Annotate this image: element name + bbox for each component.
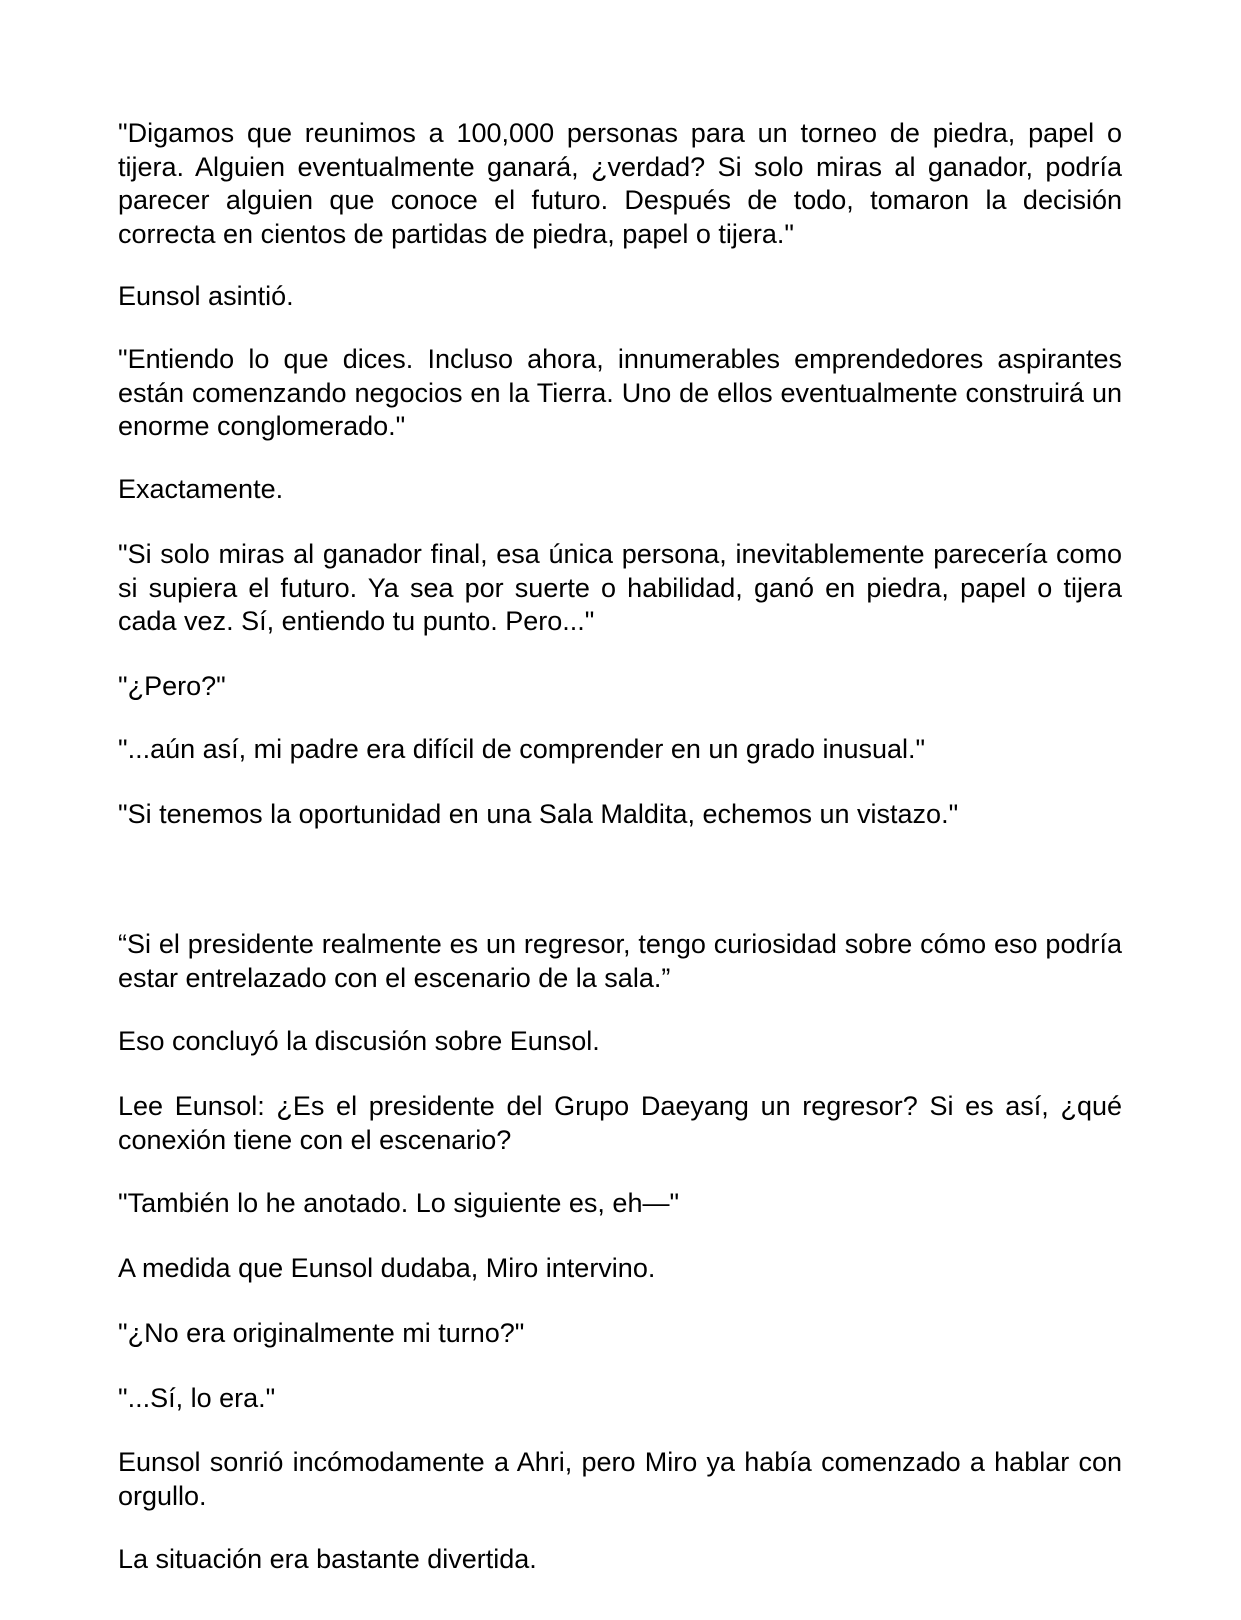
paragraph-4: Exactamente. <box>118 474 284 504</box>
paragraph-10: Eso concluyó la discusión sobre Eunsol. <box>118 1026 600 1056</box>
paragraph-3: "Entiendo lo que dices. Incluso ahora, innumerables emprendedores aspirantes están comenzando negocios en la Tierra. Uno de ellos eventualmente construirá un enorme conglomerado." <box>118 344 1122 441</box>
paragraph-6: "¿Pero?" <box>118 671 226 701</box>
paragraph-8: "Si tenemos la oportunidad en una Sala Maldita, echemos un vistazo." <box>118 799 959 829</box>
paragraph-15: "...Sí, lo era." <box>118 1383 276 1413</box>
paragraph-1: "Digamos que reunimos a 100,000 personas para un torneo de piedra, papel o tijera. Alguien eventualmente ganará, ¿verdad? Si solo miras al ganador, podría parecer alguien que conoce el futuro. Después de todo, tomaron la decisión correcta en cientos de partidas de piedra, papel o tijera." <box>118 118 1122 249</box>
paragraph-9: “Si el presidente realmente es un regresor, tengo curiosidad sobre cómo eso podría estar entrelazado con el escenario de la sala.” <box>118 929 1122 993</box>
paragraph-5: "Si solo miras al ganador final, esa única persona, inevitablemente parecería como si supiera el futuro. Ya sea por suerte o habilidad, ganó en piedra, papel o tijera cada vez. Sí, entiendo tu punto. Pero..." <box>118 539 1122 636</box>
paragraph-12: "También lo he anotado. Lo siguiente es, eh—" <box>118 1188 680 1218</box>
paragraph-13: A medida que Eunsol dudaba, Miro intervino. <box>118 1253 656 1283</box>
paragraph-7: "...aún así, mi padre era difícil de comprender en un grado inusual." <box>118 734 926 764</box>
paragraph-11: Lee Eunsol: ¿Es el presidente del Grupo Daeyang un regresor? Si es así, ¿qué conexión tiene con el escenario? <box>118 1091 1122 1155</box>
paragraph-2: Eunsol asintió. <box>118 281 294 311</box>
paragraph-16: Eunsol sonrió incómodamente a Ahri, pero Miro ya había comenzado a hablar con orgullo. <box>118 1447 1122 1511</box>
paragraph-17: La situación era bastante divertida. <box>118 1544 537 1574</box>
paragraph-14: "¿No era originalmente mi turno?" <box>118 1318 525 1348</box>
